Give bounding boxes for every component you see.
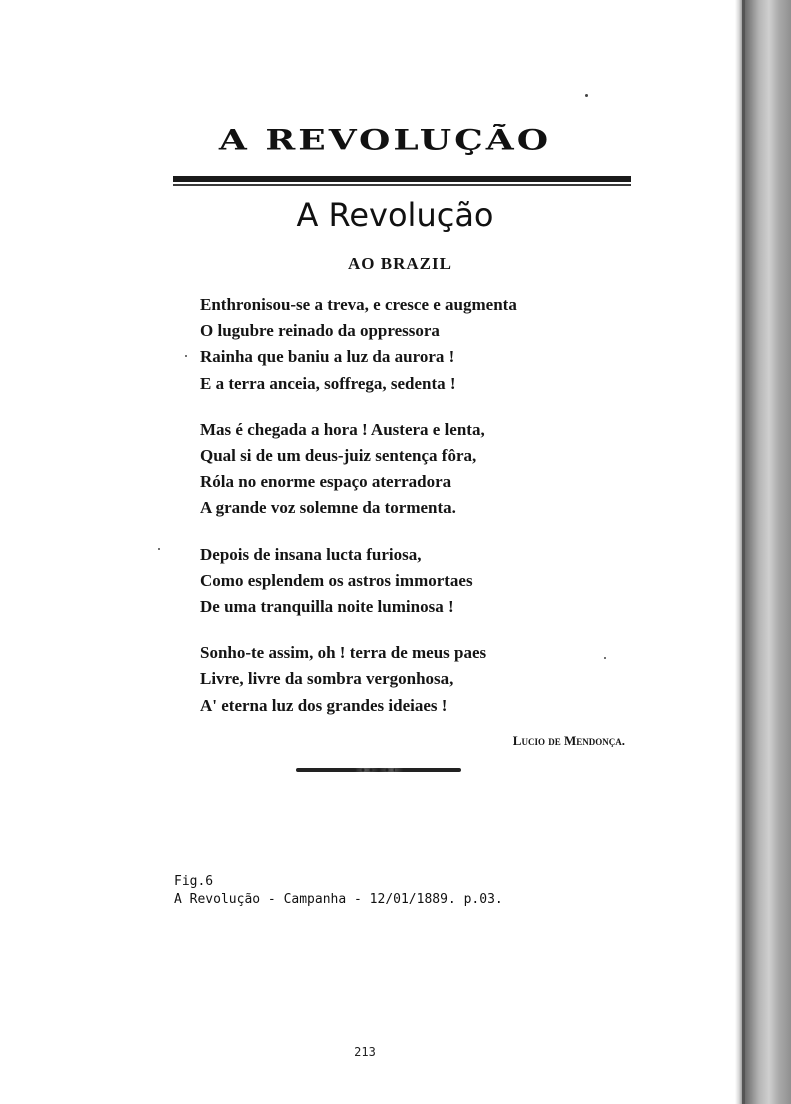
poem-line: Rainha que baniu a luz da aurora ! [200, 347, 455, 367]
figure-number: Fig.6 [174, 874, 214, 889]
masthead-rule-thin [173, 184, 631, 186]
scan-speck [158, 548, 160, 550]
poem-line: Mas é chegada a hora ! Austera e lenta, [200, 419, 485, 439]
poem-line: O lugubre reinado da oppressora [200, 321, 440, 341]
binding-edge [742, 0, 745, 1104]
poem-line: Livre, livre da sombra vergonhosa, [200, 669, 454, 689]
stanza-4 [200, 640, 580, 719]
poem-body [200, 292, 580, 739]
masthead-rule-thick [173, 176, 631, 182]
poem-line: Como esplendem os astros immortaes [200, 570, 473, 590]
poem-dedication: AO BRAZIL [348, 254, 452, 273]
poem-line: De uma tranquilla noite luminosa ! [200, 597, 454, 617]
scan-speck [585, 94, 588, 97]
poem-line: Qual si de um deus-juiz sentença fôra, [200, 446, 477, 466]
closing-ornament-dots [335, 766, 395, 774]
page-number: 213 [354, 1045, 376, 1059]
poem-line: A grande voz solemne da tormenta. [200, 498, 456, 518]
newspaper-masthead: A REVOLUÇÃO [218, 124, 552, 157]
poem-line: Róla no enorme espaço aterradora [200, 472, 452, 492]
poem-line: E a terra anceia, soffrega, sedenta ! [200, 373, 456, 393]
poem-line: Enthronisou-se a treva, e cresce e augmenta [200, 295, 517, 314]
poem-line: A' eterna luz dos grandes ideiaes ! [200, 695, 448, 715]
figure-source: A Revolução - Campanha - 12/01/1889. p.03. [174, 892, 503, 907]
stanza-1 [200, 292, 580, 397]
stanza-2 [200, 417, 580, 522]
scan-speck [604, 657, 606, 659]
poem-title: A Revolução [296, 196, 494, 234]
poem-line: Sonho-te assim, oh ! terra de meus paes [200, 643, 487, 663]
figure-caption [174, 873, 503, 909]
stanza-3 [200, 542, 580, 621]
author-signature: Lucio de Mendonça. [512, 733, 625, 748]
scan-speck [185, 355, 187, 357]
poem-line: Depois de insana lucta furiosa, [200, 544, 422, 564]
